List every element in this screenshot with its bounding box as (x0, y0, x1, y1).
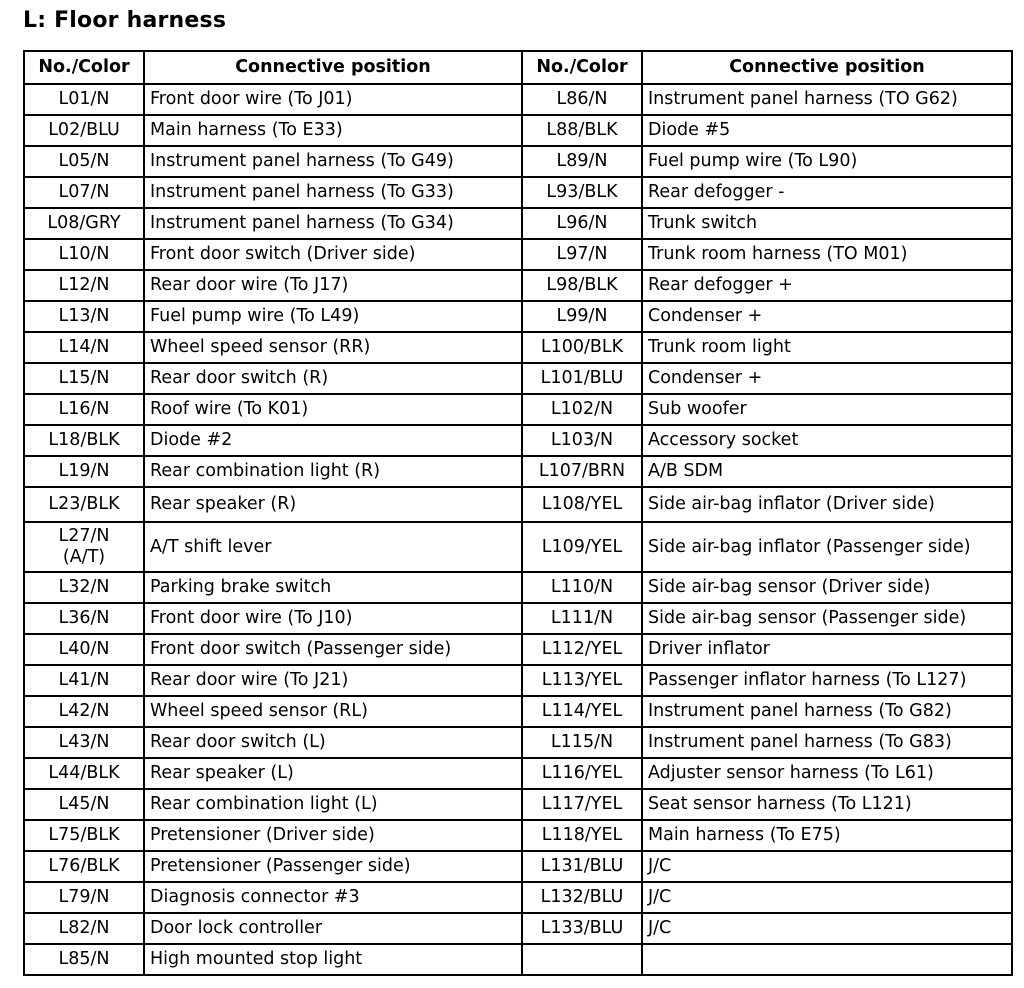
left-code-cell: L18/BLK (24, 425, 144, 456)
right-code-cell: L99/N (522, 301, 642, 332)
left-position-cell: Fuel pump wire (To L49) (144, 301, 522, 332)
right-code-cell: L103/N (522, 425, 642, 456)
table-row (24, 727, 1012, 758)
table-row (24, 208, 1012, 239)
left-code-cell: L79/N (24, 882, 144, 913)
left-code-cell: L16/N (24, 394, 144, 425)
right-code-cell: L116/YEL (522, 758, 642, 789)
right-position-cell: Instrument panel harness (TO G62) (642, 84, 1012, 115)
left-code-cell: L82/N (24, 913, 144, 944)
left-position-cell: Rear door wire (To J21) (144, 665, 522, 696)
left-position-cell: Rear door wire (To J17) (144, 270, 522, 301)
right-code-cell: L98/BLK (522, 270, 642, 301)
left-position-cell: Front door wire (To J10) (144, 603, 522, 634)
right-code-cell: L114/YEL (522, 696, 642, 727)
table-row (24, 758, 1012, 789)
floor-harness-table (23, 50, 1013, 976)
left-position-cell: Rear combination light (L) (144, 789, 522, 820)
table-header-row (24, 51, 1012, 84)
right-code-cell: L115/N (522, 727, 642, 758)
left-code-cell: L42/N (24, 696, 144, 727)
table-row (24, 882, 1012, 913)
left-code-cell: L02/BLU (24, 115, 144, 146)
right-code-cell: L132/BLU (522, 882, 642, 913)
left-code-cell: L85/N (24, 944, 144, 975)
right-code-cell (522, 944, 642, 975)
left-position-cell: Instrument panel harness (To G34) (144, 208, 522, 239)
left-position-cell: Pretensioner (Passenger side) (144, 851, 522, 882)
table-row (24, 363, 1012, 394)
table-row (24, 239, 1012, 270)
right-code-cell: L96/N (522, 208, 642, 239)
right-position-cell: Adjuster sensor harness (To L61) (642, 758, 1012, 789)
table-row (24, 487, 1012, 522)
left-code-text: L27/N (A/T) (58, 526, 110, 567)
right-code-cell: L111/N (522, 603, 642, 634)
right-code-cell: L97/N (522, 239, 642, 270)
left-position-cell: Front door switch (Passenger side) (144, 634, 522, 665)
right-position-cell (642, 944, 1012, 975)
left-position-cell: Roof wire (To K01) (144, 394, 522, 425)
right-code-cell: L113/YEL (522, 665, 642, 696)
left-code-cell: L40/N (24, 634, 144, 665)
left-code-cell: L75/BLK (24, 820, 144, 851)
right-position-cell: Condenser + (642, 301, 1012, 332)
left-position-cell: Front door switch (Driver side) (144, 239, 522, 270)
right-code-cell: L110/N (522, 572, 642, 603)
right-code-cell: L131/BLU (522, 851, 642, 882)
table-row (24, 696, 1012, 727)
left-code-cell: L43/N (24, 727, 144, 758)
left-code-cell: L12/N (24, 270, 144, 301)
left-code-cell: L14/N (24, 332, 144, 363)
right-position-cell: Side air-bag inflator (Passenger side) (642, 522, 1012, 572)
left-code-cell: L13/N (24, 301, 144, 332)
table-row (24, 456, 1012, 487)
left-code-cell: L32/N (24, 572, 144, 603)
left-code-cell: L05/N (24, 146, 144, 177)
left-position-cell: High mounted stop light (144, 944, 522, 975)
table-row (24, 789, 1012, 820)
right-position-cell: A/B SDM (642, 456, 1012, 487)
left-position-cell: Diode #2 (144, 425, 522, 456)
left-code-cell: L19/N (24, 456, 144, 487)
right-position-cell: Rear defogger - (642, 177, 1012, 208)
right-position-cell: Sub woofer (642, 394, 1012, 425)
right-code-cell: L86/N (522, 84, 642, 115)
right-position-cell: J/C (642, 851, 1012, 882)
left-position-cell: Front door wire (To J01) (144, 84, 522, 115)
table-row (24, 332, 1012, 363)
left-position-cell: Wheel speed sensor (RL) (144, 696, 522, 727)
left-code-cell: L41/N (24, 665, 144, 696)
left-code-cell: L36/N (24, 603, 144, 634)
left-code-cell: L45/N (24, 789, 144, 820)
table-row (24, 634, 1012, 665)
right-position-cell: Rear defogger + (642, 270, 1012, 301)
left-code-cell: L08/GRY (24, 208, 144, 239)
left-position-cell: Rear door switch (R) (144, 363, 522, 394)
left-position-cell: Wheel speed sensor (RR) (144, 332, 522, 363)
page-title: L: Floor harness (23, 8, 227, 33)
right-code-cell: L100/BLK (522, 332, 642, 363)
left-position-cell: Rear speaker (R) (144, 487, 522, 522)
left-position-cell: Rear combination light (R) (144, 456, 522, 487)
right-code-cell: L89/N (522, 146, 642, 177)
table-row (24, 177, 1012, 208)
right-position-cell: Trunk switch (642, 208, 1012, 239)
right-position-cell: Passenger inflator harness (To L127) (642, 665, 1012, 696)
table-row (24, 301, 1012, 332)
right-position-cell: Instrument panel harness (To G82) (642, 696, 1012, 727)
right-position-cell: Condenser + (642, 363, 1012, 394)
right-position-cell: Side air-bag inflator (Driver side) (642, 487, 1012, 522)
table-row (24, 944, 1012, 975)
right-code-cell: L101/BLU (522, 363, 642, 394)
table-row (24, 603, 1012, 634)
left-code-cell (24, 522, 144, 572)
right-position-cell: Accessory socket (642, 425, 1012, 456)
table-row (24, 851, 1012, 882)
right-position-cell: J/C (642, 913, 1012, 944)
right-code-cell: L109/YEL (522, 522, 642, 572)
right-code-cell: L107/BRN (522, 456, 642, 487)
right-code-cell: L108/YEL (522, 487, 642, 522)
right-position-cell: Instrument panel harness (To G83) (642, 727, 1012, 758)
left-position-cell: Instrument panel harness (To G33) (144, 177, 522, 208)
table-row (24, 522, 1012, 572)
left-position-cell: A/T shift lever (144, 522, 522, 572)
table-row (24, 394, 1012, 425)
right-code-cell: L112/YEL (522, 634, 642, 665)
left-position-cell: Door lock controller (144, 913, 522, 944)
left-position-cell: Instrument panel harness (To G49) (144, 146, 522, 177)
right-position-cell: J/C (642, 882, 1012, 913)
right-position-cell: Driver inflator (642, 634, 1012, 665)
right-position-cell: Side air-bag sensor (Driver side) (642, 572, 1012, 603)
left-code-cell: L44/BLK (24, 758, 144, 789)
table-row (24, 572, 1012, 603)
right-position-cell: Trunk room harness (TO M01) (642, 239, 1012, 270)
right-code-cell: L117/YEL (522, 789, 642, 820)
table-row (24, 146, 1012, 177)
right-code-cell: L133/BLU (522, 913, 642, 944)
right-position-cell: Fuel pump wire (To L90) (642, 146, 1012, 177)
right-position-cell: Trunk room light (642, 332, 1012, 363)
left-code-cell: L15/N (24, 363, 144, 394)
table-row (24, 84, 1012, 115)
table-row (24, 913, 1012, 944)
right-position-cell: Main harness (To E75) (642, 820, 1012, 851)
right-code-cell: L88/BLK (522, 115, 642, 146)
right-code-cell: L93/BLK (522, 177, 642, 208)
right-position-cell: Side air-bag sensor (Passenger side) (642, 603, 1012, 634)
left-code-cell: L10/N (24, 239, 144, 270)
right-position-cell: Seat sensor harness (To L121) (642, 789, 1012, 820)
left-position-cell: Parking brake switch (144, 572, 522, 603)
header-connective-position-right: Connective position (642, 51, 1012, 84)
table-row (24, 115, 1012, 146)
left-code-cell: L76/BLK (24, 851, 144, 882)
header-no-color-left: No./Color (24, 51, 144, 84)
table-row (24, 665, 1012, 696)
left-code-cell: L07/N (24, 177, 144, 208)
left-position-cell: Pretensioner (Driver side) (144, 820, 522, 851)
left-position-cell: Main harness (To E33) (144, 115, 522, 146)
table-row (24, 820, 1012, 851)
left-code-cell: L23/BLK (24, 487, 144, 522)
left-position-cell: Rear door switch (L) (144, 727, 522, 758)
left-position-cell: Diagnosis connector #3 (144, 882, 522, 913)
left-code-cell: L01/N (24, 84, 144, 115)
right-code-cell: L118/YEL (522, 820, 642, 851)
left-position-cell: Rear speaker (L) (144, 758, 522, 789)
table-row (24, 270, 1012, 301)
table-row (24, 425, 1012, 456)
header-no-color-right: No./Color (522, 51, 642, 84)
right-position-cell: Diode #5 (642, 115, 1012, 146)
right-code-cell: L102/N (522, 394, 642, 425)
header-connective-position-left: Connective position (144, 51, 522, 84)
